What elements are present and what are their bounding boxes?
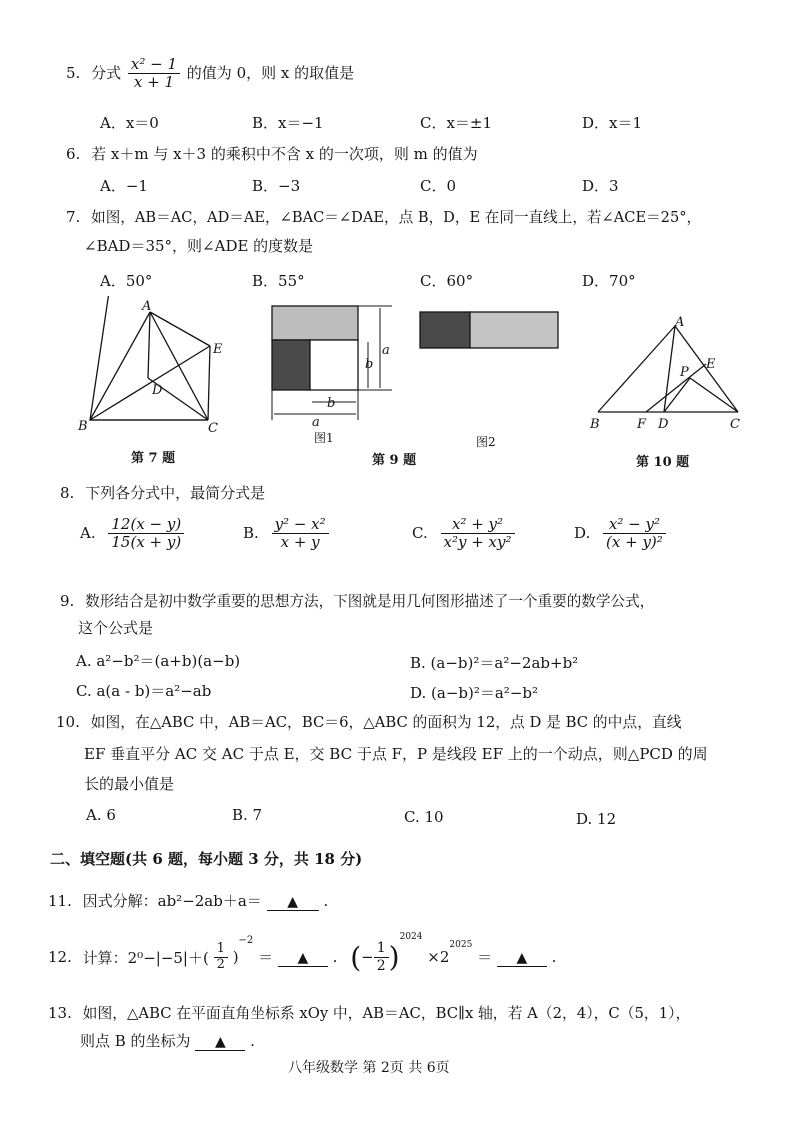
q9-option-b: B. (a−b)²＝a²−2ab+b²	[410, 654, 579, 672]
q6-text: 若 x＋m 与 x＋3 的乘积中不含 x 的一次项，则 m 的值为	[91, 145, 478, 163]
fig9-dark-square	[272, 340, 310, 390]
q8-a-denominator: 15(x + y)	[111, 533, 182, 552]
fig7-label-c: C	[208, 421, 218, 436]
fig9-sub-caption-1: 图1	[314, 431, 334, 445]
fig7-line-ab	[90, 312, 150, 420]
q12-answer-blank-2	[497, 948, 547, 967]
q5-fraction	[128, 56, 180, 92]
q13-answer-mark: ▲	[214, 1034, 226, 1050]
q13-line-2: 则点 B 的坐标为	[80, 1032, 191, 1050]
q10-option-d: D. 12	[576, 810, 617, 828]
section-2-title: 二、填空题(共 6 题，每小题 3 分，共 18 分)	[50, 850, 363, 868]
q12-equals-1: ＝	[258, 948, 274, 967]
question-12: 12. 计算：2⁰−|−5|＋( $\frac{1}{2}$ )$^{-2}$ ＝ ▲ . (− $\frac{1}{2}$ )$^{2024} \times 2^{2025}$ ＝ ▲ .	[48, 932, 557, 974]
fig10-label-d: D	[658, 417, 669, 432]
q8-option-a-label: A.	[80, 523, 96, 542]
q5-text-pre: 分式	[91, 63, 122, 82]
q12-pre: 计算：2⁰−|−5|＋(	[82, 948, 209, 967]
q9-option-c: C. a(a - b)＝a²−ab	[76, 682, 212, 700]
q11-end: .	[323, 892, 329, 910]
q9-option-d: D. (a−b)²＝a²−b²	[410, 684, 538, 702]
q5-text-post: 的值为 0，则 x 的取值是	[186, 63, 355, 82]
figures-row	[0, 296, 794, 476]
fig7-label-d: D	[152, 383, 163, 398]
fig10-label-b: B	[590, 417, 600, 432]
q12-frac2-numerator: 1	[374, 940, 389, 957]
question-8	[60, 482, 265, 503]
q12-answer-mark-2: ▲	[516, 949, 528, 966]
figure-9-part-2	[420, 312, 558, 348]
q12-exponent-3: 2025	[449, 940, 473, 950]
q10-line-2: EF 垂直平分 AC 交 AC 于点 E，交 BC 于点 F，P 是线段 EF 上的一个动点，则△PCD 的周	[84, 745, 708, 763]
q5-frac-denominator: x + 1	[133, 73, 174, 92]
q10-line-3: 长的最小值是	[84, 775, 175, 793]
q8-option-d	[574, 516, 666, 552]
fig9-2-light-rect	[470, 312, 558, 348]
q9-line-1: 数形结合是初中数学重要的思想方法，下图就是用几何图形描述了一个重要的数学公式，	[85, 593, 655, 610]
q11-answer-blank	[267, 892, 319, 911]
q9-number: 9.	[60, 592, 75, 610]
q9-option-a: A. a²−b²＝(a+b)(a−b)	[76, 652, 241, 670]
fig9-label-b-right: b	[365, 357, 374, 372]
q7-number: 7.	[66, 208, 81, 226]
q5-number: 5.	[66, 63, 81, 82]
fig9-blank-square	[310, 340, 358, 390]
question-7	[66, 206, 701, 227]
q11-text: 因式分解：ab²−2ab＋a＝	[82, 892, 262, 910]
q6-option-a: A．−1	[100, 177, 148, 195]
q12-answer-mark-1: ▲	[297, 949, 309, 966]
fig7-line-ad	[148, 312, 150, 378]
q10-number: 10.	[56, 713, 80, 731]
fig10-label-e: E	[706, 357, 716, 372]
fig9-caption: 第 9 题	[372, 453, 417, 468]
question-6	[66, 143, 478, 164]
q8-text: 下列各分式中，最简分式是	[85, 484, 266, 502]
q8-option-c-label: C.	[412, 523, 428, 542]
q13-line-2-row	[80, 1030, 255, 1051]
q12-times: ×2	[427, 948, 450, 966]
question-10	[56, 711, 682, 732]
q7-option-a: A．50°	[100, 272, 153, 290]
q13-line-1: 如图，△ABC 在平面直角坐标系 xOy 中，AB＝AC，BC∥x 轴，若 A（2，4），C（5，1），	[82, 1005, 691, 1022]
q10-option-b: B. 7	[232, 806, 263, 824]
q9-line-2: 这个公式是	[78, 619, 154, 637]
fig9-sub-caption-2: 图2	[476, 435, 496, 449]
fig7-label-b: B	[78, 419, 88, 434]
q12-end: .	[551, 948, 557, 966]
q7-line-1: 如图，AB＝AC，AD＝AE，∠BAC＝∠DAE，点 B，D，E 在同一直线上，若∠ACE＝25°，	[91, 209, 702, 226]
q10-option-c: C. 10	[404, 808, 444, 826]
q12-equals-2: ＝	[477, 948, 493, 967]
q12-fraction-1	[214, 942, 228, 973]
q12-exponent-2: 2024	[399, 932, 423, 942]
q11-number: 11.	[48, 892, 72, 910]
q5-frac-numerator: x² − 1	[128, 56, 180, 74]
page-footer: 八年级数学 第 2页 共 6页	[288, 1060, 450, 1076]
q5-option-b: B．x＝−1	[252, 114, 324, 132]
q7-line-2: ∠BAD＝35°，则∠ADE 的度数是	[84, 237, 314, 255]
fig7-label-a: A	[142, 299, 152, 314]
q12-fraction-2	[374, 940, 389, 973]
q8-option-a	[80, 516, 184, 552]
question-11	[48, 890, 328, 911]
q6-number: 6.	[66, 145, 81, 163]
q8-d-numerator: x² − y²	[603, 516, 666, 534]
q7-option-c: C．60°	[420, 272, 474, 290]
fig9-label-b-bottom: b	[327, 396, 336, 411]
q10-line-1: 如图，在△ABC 中，AB＝AC，BC＝6，△ABC 的面积为 12，点 D 是 BC 的中点，直线	[90, 714, 682, 731]
fig10-label-c: C	[730, 417, 740, 432]
fig10-label-p: P	[680, 365, 689, 380]
fig10-line-fe	[646, 364, 706, 412]
q12-number: 12.	[48, 948, 72, 966]
q7-option-b: B．55°	[252, 272, 305, 290]
question-9	[60, 590, 654, 611]
fig10-line-pc	[690, 378, 738, 412]
q8-b-denominator: x + y	[280, 533, 320, 552]
q12-separator: .	[332, 948, 338, 966]
q12-frac1-numerator: 1	[214, 942, 228, 958]
q12-exponent-1: −2	[238, 935, 254, 946]
fig10-caption: 第 10 题	[636, 455, 690, 470]
fig9-label-a-right: a	[382, 343, 390, 358]
q8-option-b-label: B.	[243, 523, 259, 542]
fig10-line-ab	[598, 326, 675, 412]
fig9-label-a-bottom: a	[312, 415, 320, 430]
q8-option-c	[412, 516, 515, 552]
q5-option-a: A．x＝0	[100, 114, 159, 132]
question-5	[66, 56, 354, 92]
q13-number: 13.	[48, 1004, 72, 1022]
fig10-label-a: A	[675, 315, 685, 330]
q10-option-a: A. 6	[86, 806, 116, 824]
q12-frac2-denominator: 2	[376, 957, 386, 974]
q8-number: 8.	[60, 484, 75, 502]
q8-a-numerator: 12(x − y)	[108, 516, 184, 534]
q5-option-d: D．x＝1	[582, 114, 643, 132]
q8-b-numerator: y² − x²	[272, 516, 329, 534]
q6-option-d: D．3	[582, 177, 619, 195]
figure-7	[90, 296, 210, 420]
q13-answer-blank	[195, 1032, 245, 1051]
fig7-label-e: E	[213, 342, 223, 357]
q6-option-c: C．0	[420, 177, 457, 195]
q12-answer-blank-1	[278, 948, 328, 967]
fig7-caption: 第 7 题	[131, 451, 176, 466]
question-13	[48, 1002, 690, 1023]
figure-10	[598, 326, 738, 412]
q13-end: .	[250, 1032, 255, 1050]
q11-answer-mark: ▲	[287, 894, 298, 910]
q6-option-b: B．−3	[252, 177, 301, 195]
q7-option-d: D．70°	[582, 272, 636, 290]
q8-d-denominator: (x + y)²	[606, 533, 663, 552]
q12-close-paren: )	[232, 948, 239, 966]
fig9-light-rect	[272, 306, 358, 340]
q8-c-numerator: x² + y²	[441, 516, 515, 534]
fig7-line-ec	[208, 346, 210, 420]
fig10-label-f: F	[637, 417, 647, 432]
q12-frac1-denominator: 2	[216, 956, 225, 972]
q5-option-c: C．x＝±1	[420, 114, 493, 132]
q8-c-denominator: x²y + xy²	[443, 533, 512, 552]
fig9-2-dark-rect	[420, 312, 470, 348]
q8-option-b	[243, 516, 329, 552]
q8-option-d-label: D.	[574, 523, 591, 542]
